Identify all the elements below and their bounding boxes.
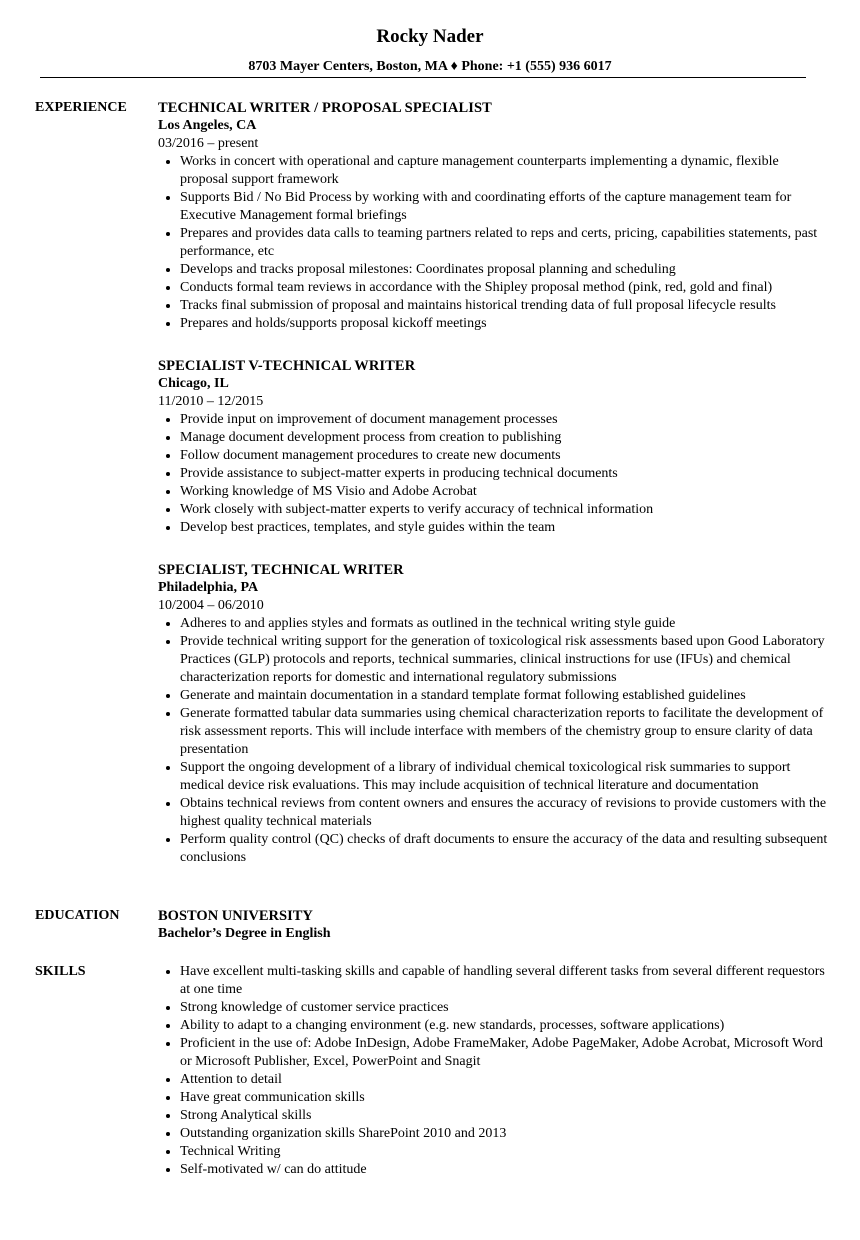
job-location: Los Angeles, CA: [158, 118, 257, 133]
duty-item: • Support the ongoing development of a library of individual chemical toxicological risk summaries to support medical device risk evaluations. This may include acquisition of technical literature and documentation: [180, 759, 828, 795]
duty-item: • Obtains technical reviews from content owners and ensures the accuracy of revisions to provide customers with the highest quality technical materials: [180, 795, 828, 831]
duty-item: • Provide assistance to subject-matter experts in producing technical documents: [180, 465, 828, 483]
skill-item: • Have great communication skills: [180, 1089, 828, 1107]
job-title: SPECIALIST, TECHNICAL WRITER: [158, 562, 404, 578]
contact-line: 8703 Mayer Centers, Boston, MA ♦ Phone: +1 (555) 936 6017: [248, 59, 612, 74]
skill-item: • Outstanding organization skills SharePoint 2010 and 2013: [180, 1125, 828, 1143]
skill-item: • Attention to detail: [180, 1071, 828, 1089]
duty-item: • Manage document development process from creation to publishing: [180, 429, 828, 447]
duty-item: • Follow document management procedures to create new documents: [180, 447, 828, 465]
job-entry: [158, 99, 828, 333]
job-dates: 11/2010 – 12/2015: [158, 394, 264, 409]
duty-item: • Develop best practices, templates, and style guides within the team: [180, 519, 828, 537]
skill-item: • Proficient in the use of: Adobe InDesign, Adobe FrameMaker, Adobe PageMaker, Adobe Acrobat, Microsoft Word or Microsoft Publisher, Excel, PowerPoint and Snagit: [180, 1035, 828, 1071]
candidate-name: Rocky Nader: [376, 26, 484, 47]
job-duties: [158, 411, 828, 537]
duty-item: • Generate and maintain documentation in a standard template format following established guidelines: [180, 687, 828, 705]
skill-item: • Strong knowledge of customer service practices: [180, 999, 828, 1017]
job-duties: [158, 615, 828, 867]
job-duties: [158, 153, 828, 333]
skills-list-wrap: [158, 963, 828, 1179]
duty-item: • Works in concert with operational and capture management counterparts implementing a dynamic, flexible proposal support framework: [180, 153, 828, 189]
duty-item: • Prepares and provides data calls to teaming partners related to reps and certs, pricing, capabilities statements, past performance, etc: [180, 225, 828, 261]
duty-item: • Working knowledge of MS Visio and Adobe Acrobat: [180, 483, 828, 501]
job-title: TECHNICAL WRITER / PROPOSAL SPECIALIST: [158, 100, 492, 116]
job-entry: [158, 561, 828, 867]
skills-list: [158, 963, 828, 1179]
duty-item: • Work closely with subject-matter experts to verify accuracy of technical information: [180, 501, 828, 519]
job-dates: 10/2004 – 06/2010: [158, 598, 264, 613]
experience-heading: EXPERIENCE: [35, 100, 127, 115]
duty-item: • Provide input on improvement of document management processes: [180, 411, 828, 429]
education-heading: EDUCATION: [35, 908, 120, 923]
duty-item: • Supports Bid / No Bid Process by working with and coordinating efforts of the capture management team for Executive Management formal briefings: [180, 189, 828, 225]
degree: Bachelor’s Degree in English: [158, 926, 331, 941]
skill-item: • Ability to adapt to a changing environment (e.g. new standards, processes, software applications): [180, 1017, 828, 1035]
job-location: Philadelphia, PA: [158, 580, 259, 595]
skill-item: • Strong Analytical skills: [180, 1107, 828, 1125]
skill-item: • Have excellent multi-tasking skills and capable of handling several different tasks from several different requestors at one time: [180, 963, 828, 999]
education-entry: [158, 907, 828, 943]
duty-item: • Adheres to and applies styles and formats as outlined in the technical writing style guide: [180, 615, 828, 633]
duty-item: • Perform quality control (QC) checks of draft documents to ensure the accuracy of the data and resulting subsequent conclusions: [180, 831, 828, 867]
job-title: SPECIALIST V-TECHNICAL WRITER: [158, 358, 416, 374]
skills-heading: SKILLS: [35, 964, 86, 979]
duty-item: • Provide technical writing support for the generation of toxicological risk assessments based upon Good Laboratory Practices (GLP) protocols and reports, technical summaries, clinical instructions for use (IFUs) and chemical characterization reports for domestic and international regulatory submissions: [180, 633, 828, 687]
duty-item: • Tracks final submission of proposal and maintains historical trending data of full proposal lifecycle results: [180, 297, 828, 315]
skill-item: • Self-motivated w/ can do attitude: [180, 1161, 828, 1179]
job-dates: 03/2016 – present: [158, 136, 259, 151]
header-divider: [40, 77, 806, 78]
experience-list: [158, 99, 828, 891]
duty-item: • Prepares and holds/supports proposal kickoff meetings: [180, 315, 828, 333]
school-name: BOSTON UNIVERSITY: [158, 908, 313, 924]
duty-item: • Conducts formal team reviews in accordance with the Shipley proposal method (pink, red, gold and final): [180, 279, 828, 297]
duty-item: • Develops and tracks proposal milestones: Coordinates proposal planning and scheduling: [180, 261, 828, 279]
duty-item: • Generate formatted tabular data summaries using chemical characterization reports to facilitate the development of risk assessment reports. This will include interface with members of the chemistry group to ensure clarity of data presentation: [180, 705, 828, 759]
skill-item: • Technical Writing: [180, 1143, 828, 1161]
job-entry: [158, 357, 828, 537]
job-location: Chicago, IL: [158, 376, 229, 391]
